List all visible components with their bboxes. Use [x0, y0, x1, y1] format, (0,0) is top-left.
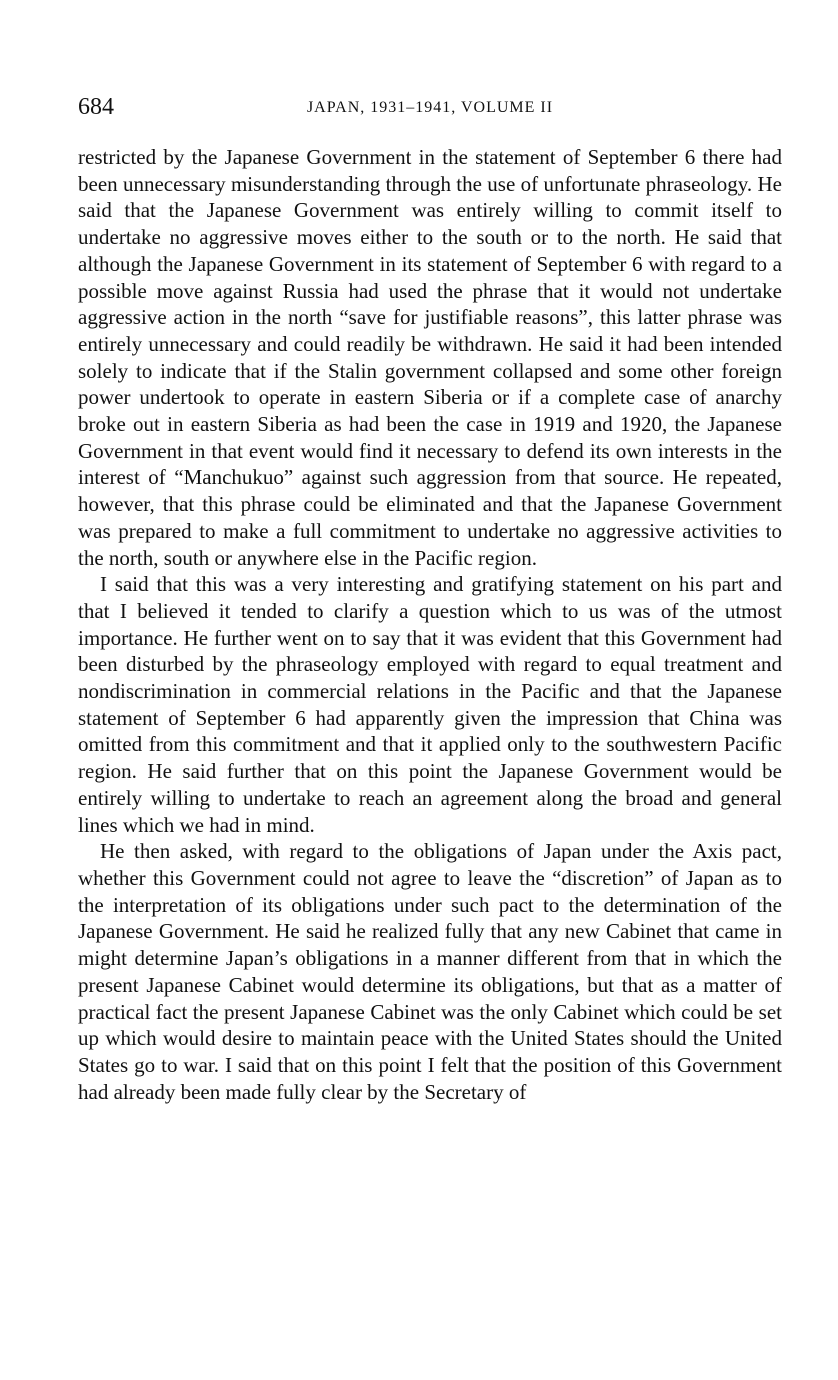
document-page	[78, 92, 782, 1104]
paragraph: He then asked, with regard to the obligations of Japan under the Axis pact, whether this Government could not agree to leave the “discretion” of Japan as to the interpretation of its obligations under such pact to the determination of the Japanese Government. He said he realized fully that any new Cabinet that came in might determine Japan’s obligations in a manner different from that in which the present Japanese Cabinet would determine its obligations, but that as a matter of practical fact the present Japanese Cabinet was the only Cabinet which could be set up which would desire to maintain peace with the United States should the United States go to war. I said that on this point I felt that the position of this Government had already been made fully clear by the Secretary of	[78, 839, 782, 1104]
page-header	[78, 92, 782, 128]
paragraph-continuation: restricted by the Japanese Government in the statement of September 6 there had been unnecessary misunderstanding through the use of unfortunate phraseology. He said that the Japanese Government was entirely willing to commit itself to undertake no aggressive moves either to the south or to the north. He said that although the Japanese Government in its statement of September 6 with regard to a possible move against Russia had used the phrase that it would not undertake aggressive action in the north “save for justifiable reasons”, this latter phrase was entirely unnecessary and could readily be withdrawn. He said it had been intended solely to indicate that if the Stalin government collapsed and some other foreign power undertook to operate in eastern Siberia or if a complete case of anarchy broke out in eastern Siberia as had been the case in 1919 and 1920, the Japanese Government in that event would find it necessary to defend its own interests in the interest of “Manchukuo” against such aggression from that source. He repeated, however, that this phrase could be eliminated and that the Japanese Government was prepared to make a full commitment to undertake no aggressive activities to the north, south or anywhere else in the Pacific region.	[78, 145, 782, 570]
page-number: 684	[78, 94, 114, 120]
running-head: JAPAN, 1931–1941, VOLUME II	[306, 99, 554, 116]
paragraph: I said that this was a very interesting and gratifying statement on his part and that I believed it tended to clarify a question which to us was of the utmost importance. He further went on to say that it was evident that this Government had been disturbed by the phraseology employed with regard to equal treatment and nondiscrimination in commercial relations in the Pacific and that the Japanese statement of September 6 had apparently given the impression that China was omitted from this commitment and that it applied only to the southwestern Pacific region. He said further that on this point the Japanese Government would be entirely willing to undertake to reach an agreement along the broad and general lines which we had in mind.	[78, 572, 782, 837]
body-text	[78, 144, 782, 1105]
